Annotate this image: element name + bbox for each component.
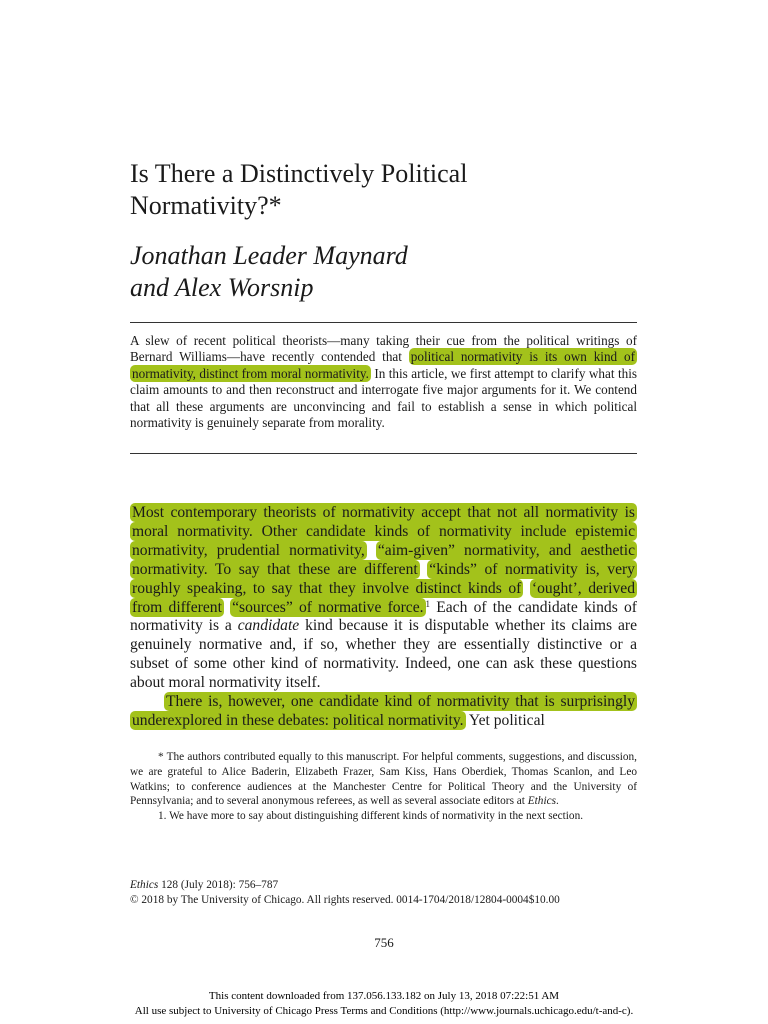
footer-line-2[interactable]: All use subject to University of Chicago Press Terms and Conditions (http://www.journals.uchicago.edu/t-and-c). — [134, 1005, 634, 1017]
body-text — [130, 504, 637, 731]
abstract-bottom-rule — [130, 453, 637, 454]
copyright-line: © 2018 by The University of Chicago. All rights reserved. 0014-1704/2018/12804-0004$10.00 — [130, 893, 560, 906]
article-title — [130, 158, 637, 222]
body-highlight-5[interactable]: “sources” of normative force. — [232, 598, 424, 616]
article-authors — [130, 240, 637, 304]
abstract — [130, 333, 637, 431]
journal-name: Ethics — [130, 879, 159, 891]
body-highlight-2[interactable]: “aim-given” normativity, and aesthetic normativity. To say that these are different — [132, 541, 635, 578]
title-line-2: Normativity?* — [130, 191, 282, 220]
abstract-top-rule — [130, 322, 637, 323]
page-number: 756 — [374, 935, 394, 950]
footnote-marker-1[interactable]: 1 — [425, 598, 431, 609]
body-highlight-4[interactable]: ‘ought’, derived from different — [132, 579, 635, 616]
body-text-c: Yet political — [465, 711, 545, 729]
footnote-1: 1. We have more to say about distinguishing different kinds of normativity in the next section. — [158, 810, 584, 823]
footer-line-1: This content downloaded from 137.056.133.182 on July 13, 2018 07:22:51 AM — [208, 990, 560, 1002]
body-text-b: kind because it is disputable whether its claims are genuinely normative and, if so, whether they are essentially distinctive or a subset of some other kind of normativity. Indeed, one can ask these questions about moral normativity itself. — [130, 617, 638, 692]
abstract-text-after: In this article, we first attempt to clarify what this claim amounts to and then reconstruct and interrogate five major arguments for it. We contend that all these arguments are unconvincing and fail to establish a sense in which political normativity is genuinely separate from morality. — [130, 365, 637, 431]
abstract-text-before: A slew of recent political theorists—many taking their cue from the political writings of Bernard Williams—have recently contended that — [130, 333, 637, 365]
citation-block — [130, 878, 637, 908]
body-highlight-1[interactable]: Most contemporary theorists of normativity accept that not all normativity is moral normativity. Other candidate kinds of normativity include epistemic normativity, prudential normativity, — [132, 504, 635, 559]
abstract-highlight[interactable]: political normativity is its own kind of normativity, distinct from moral normativity. — [132, 349, 635, 381]
download-footer — [0, 989, 768, 1019]
authors-line-2: and Alex Worsnip — [130, 273, 314, 302]
journal-issue: 128 (July 2018): 756–787 — [158, 879, 279, 891]
body-text-a: Each of the candidate kinds of normativity is a — [130, 598, 637, 635]
body-highlight-3[interactable]: “kinds” of normativity is, very roughly speaking, to say that they involve distinct kinds of — [132, 560, 635, 597]
footnotes — [130, 750, 637, 824]
body-emphasis: candidate — [237, 617, 300, 635]
body-highlight-6[interactable]: There is, however, one candidate kind of normativity that is surprisingly underexplored in these debates: political normativity. — [132, 693, 635, 729]
footnote-star: * The authors contributed equally to this manuscript. For helpful comments, suggestions, and discussion, we are grateful to Alice Baderin, Elizabeth Frazer, Sam Kiss, Hans Oberdiek, Thomas Scanlon, and Leo Watkins; to conference audiences at the Manchester Centre for Political Theory and the University of Pennsylvania; and to several anonymous referees, as well as several associate editors at Ethics. — [130, 751, 637, 808]
title-line-1: Is There a Distinctively Political — [130, 159, 468, 188]
authors-line-1: Jonathan Leader Maynard — [130, 241, 408, 270]
citation-line — [130, 878, 637, 893]
